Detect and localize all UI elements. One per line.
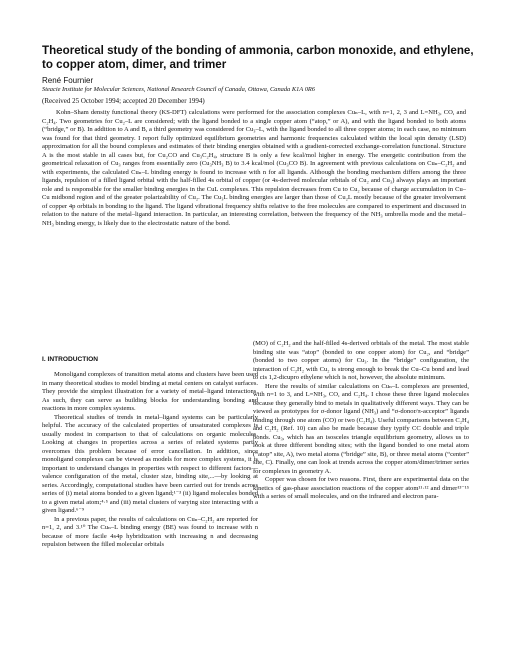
author-name: René Fournier bbox=[42, 76, 94, 85]
intro-paragraph-continued: (MO) of C₂H₂ and the half-filled 4s-derived orbitals of the metal. The most stable binding site was “atop” (bonded to one copper atom) for Cu₂, and “bridge” (bonded to two copper atoms) for Cu₃. In the “bridge” configuration, the interaction of C₂H₂ with Cu₂ is strong enough to break the Cu–Cu bond and lead to cis 1,2-dicupro ethylene which is not, however, the absolute minimum. bbox=[253, 340, 469, 381]
section-heading-introduction: I. INTRODUCTION bbox=[42, 356, 99, 363]
intro-paragraph: In a previous paper, the results of calculations on Cuₙ–C₂H₂ are reported for n=1, 2, and 3.¹⁰ The Cuₙ–L binding energy (BE) was found to increase with n because of more facile 4s4p hybridization with increasing n and decreasing repulsion between the filled molecular orbitals bbox=[42, 515, 258, 548]
abstract: Kohn–Sham density functional theory (KS-DFT) calculations were performed for the association complexes Cuₙ–L, with n=1, 2, 3 and L=NH₃, CO, and C₂H₄. Two geometries for Cu₂–L are considered; with the ligand bonded to a single copper atom (“atop,” or A), and with the ligand bonded to both atoms (“bridge,” or B). In addition to A and B, a third geometry was considered for Cu₃–L, with the ligand bonded to all three copper atoms; in each case, no minimum was found for that third geometry. I report fully optimized equilibrium geometries and harmonic frequencies calculated within the local spin density (LSD) approximation for all the bound complexes and estimates of their binding energies obtained with a gradient-corrected exchange-correlation functional. Structure A is the most stable in all cases but, for Cu₂CO and Cu₃C₂H₄, structure B is only a few kcal/mol higher in energy. The energetic contribution from the geometrical relaxation of Cu₃ ranges from essentially zero (Cu₃NH₃ B) to 3.4 kcal/mol (Cu₃CO B). In agreement with previous calculations on Cuₙ–C₂H₂ and with experiments, the calculated Cuₙ–L binding energy is found to increase with n for all ligands. Although the bonding mechanism differs among the three ligands, repulsion of a filled ligand orbital with the half-filled 4s orbital of copper (or 4s-derived molecular orbitals of Cu₂ and Cu₃) always plays an important role and is responsible for the smaller binding energies in the CuL complexes. This repulsion decreases from Cu to Cu₂ because of charge accumulation in Cu–Cu midbond region and of the greater polarizability of Cu₂. The Cu₃L binding energies are larger than those of Cu₂L mostly because of the greater involvement of copper 4p orbitals in bonding to the ligand. The ligand vibrational frequency shifts relative to the free molecules are compared to experiment and discussed in relation to the nature of the metal–ligand interaction. In particular, an interesting correlation, between the frequency of the NH₃ umbrella mode and the metal–NH₃ binding energy, is likely due to the electrostatic nature of the bond. bbox=[42, 109, 466, 227]
intro-paragraph: Theoretical studies of trends in metal–ligand systems can be particularly helpful. The accuracy of the calculated properties of unsaturated complexes is usually modest in comparison to that of calculations on organic molecules. Looking at changes in properties across a series of related systems partly overcomes this problem because of error cancellation. In addition, since monoligand complexes can be viewed as models for more complex systems, it is important to understand changes in properties with respect to different factors—valence configuration of the metal, cluster size, binding site,...—by looking at series. Accordingly, computational studies have been carried out for trends across series of (i) metal atoms bonded to a given ligand;¹⁻³ (ii) ligand molecules bonded to a given metal atom;⁴·⁵ and (iii) metal clusters of varying size interacting with a given ligand.⁶⁻⁹ bbox=[42, 413, 258, 514]
intro-paragraph: Monoligand complexes of transition metal atoms and clusters have been used in many theoretical studies to model binding at metal centers on catalyst surfaces. They provide the simplest illustration for a variety of metal–ligand interactions. As such, they can serve as building blocks for understanding bonding and reactions in more complex systems. bbox=[42, 371, 258, 412]
left-column bbox=[42, 355, 258, 550]
intro-paragraph: Here the results of similar calculations on Cuₙ–L complexes are presented, with n=1 to 3, and L=NH₃, CO, and C₂H₄. I chose these three ligand molecules because they generally bind to metals in qualitatively different ways. They can be viewed as prototypes for σ-donor ligand (NH₃) and “σ-donor/π-acceptor” ligands binding through one atom (CO) or two (C₂H₄). Useful comparisons between C₂H₄ and C₂H₂ (Ref. 10) can also be made because they typify CC double and triple bonds. Cu₃, which has an isosceles triangle equilibrium geometry, allows us to look at three different bonding sites; with the ligand bonded to one metal atom (“atop” site, A), two metal atoms (“bridge” site, B), or three metal atoms (“center” site, C). Finally, one can look at trends across the copper atom/dimer/trimer series for complexes in geometry A. bbox=[253, 382, 469, 475]
paper-title: Theoretical study of the bonding of ammonia, carbon monoxide, and ethylene, to copper atom, dimer, and trimer bbox=[42, 44, 474, 71]
received-dates: (Received 25 October 1994; accepted 20 December 1994) bbox=[42, 97, 205, 105]
intro-paragraph: Copper was chosen for two reasons. First, there are experimental data on the kinetics of gas-phase association reactions of the copper atom¹¹·¹² and dimer¹³⁻¹⁵ with a series of small molecules, and on the infrared and electron para- bbox=[253, 476, 469, 500]
right-column bbox=[253, 340, 469, 502]
author-affiliation: Steacie Institute for Molecular Sciences, National Research Council of Canada, Ottawa, Canada K1A 0R6 bbox=[42, 86, 315, 93]
